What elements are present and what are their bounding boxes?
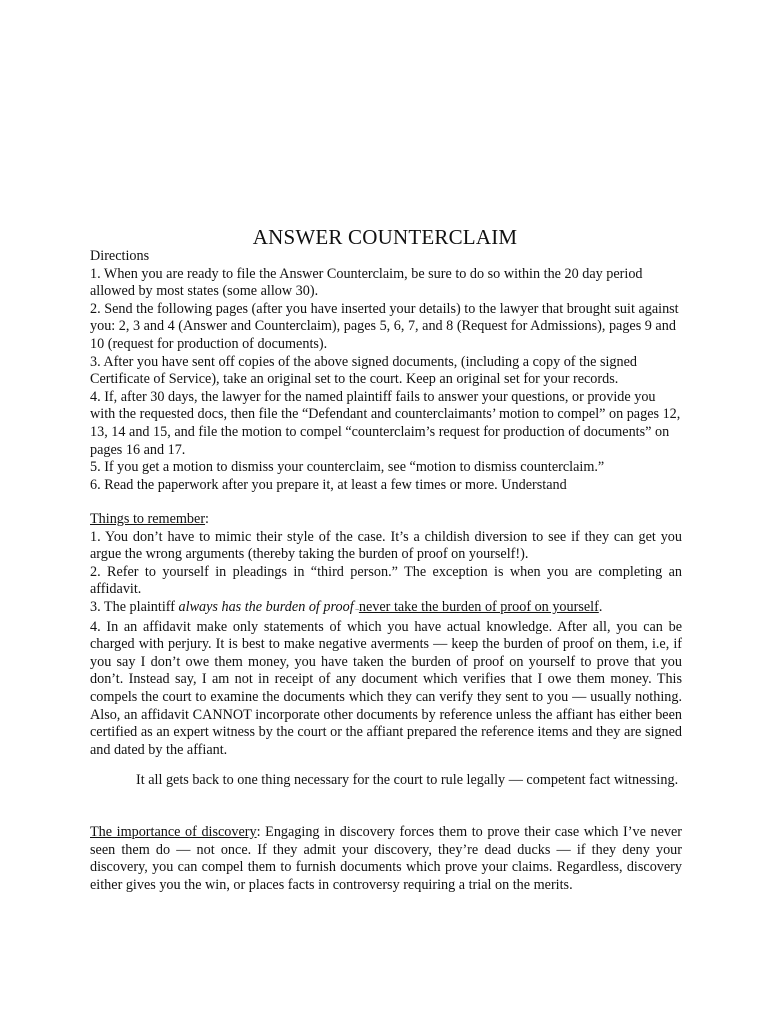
remember-item-3-suffix: . [598, 598, 603, 615]
direction-item-4: 4. If, after 30 days, the lawyer for the named plaintiff fails to answer your questions, or provide you with the requested docs, then file the “Defendant and counterclaimants’ motion to compel” on pages 12, 13, 14 and 15, and file the motion to compel “counterclaim’s request for production of documents” on pages 16 and 17. [90, 388, 681, 458]
direction-item-2: 2. Send the following pages (after you have inserted your details) to the lawyer that brought suit against you: 2, 3 and 4 (Answer and Counterclaim), pages 5, 6, 7, and 8 (Request for Admissions), pages 9 and 10 (request for production of documents). [90, 300, 679, 352]
competent-paragraph: It all gets back to one thing necessary for the court to rule legally — competent fact witnessing. [136, 772, 679, 788]
remember-item-3 [90, 599, 682, 619]
remember-item-4: 4. In an affidavit make only statements of which you have actual knowledge. After all, you can be charged with perjury. It is best to make negative averments — keep the burden of proof on them, i.e, if you say I don’t owe them money, you have taken the burden of proof on yourself to prove that you don’t. Instead say, I am not in receipt of any document which verifies that I owe them money. This compels the court to examine the documents which they can verify they sent to you — usually nothing. Also, an affidavit CANNOT incorporate other documents by reference unless the affiant has either been certified as an expert witness by the court or the affiant prepared the reference items and they are signed and dated by the affiant. [90, 618, 682, 758]
things-heading-line [90, 511, 682, 529]
discovery-heading: The importance of discovery [90, 824, 257, 840]
remember-item-3-italic: always has the burden of proof [178, 598, 354, 615]
discovery-section [90, 824, 682, 894]
competent-paragraph-block [90, 772, 682, 790]
discovery-paragraph [90, 824, 682, 894]
remember-item-1: 1. You don’t have to mimic their style of the case. It’s a childish diversion to see if they can get you argue the wrong arguments (thereby taking the burden of proof on yourself!). [90, 528, 682, 563]
directions-section [90, 248, 682, 494]
discovery-text: : Engaging in discovery forces them to prove their case which I’ve never seen them do — not once. If they admit your discovery, they’re dead ducks — if they deny your discovery, you can compel them to furnish documents which prove your claims. Regardless, discovery either gives you the win, or places facts in controversy requiring a trial on the merits. [90, 824, 682, 893]
things-heading: Things to remember [90, 511, 206, 527]
remember-item-3-prefix: 3. The plaintiff [90, 598, 179, 615]
directions-heading: Directions [90, 248, 150, 264]
things-heading-colon: : [205, 511, 209, 527]
remember-item-3-dash: – [353, 604, 359, 613]
things-to-remember-section [90, 511, 682, 759]
direction-item-3: 3. After you have sent off copies of the above signed documents, (including a copy of the signed Certificate of Service), take an original set to the court. Keep an original set for your records. [90, 353, 638, 388]
remember-item-3-underlined: never take the burden of proof on yourself [358, 598, 599, 615]
direction-item-5: 5. If you get a motion to dismiss your counterclaim, see “motion to dismiss counterclaim.” [90, 459, 605, 476]
direction-item-1: 1. When you are ready to file the Answer Counterclaim, be sure to do so within the 20 day period allowed by most states (some allow 30). [90, 265, 643, 300]
document-title: ANSWER COUNTERCLAIM [252, 225, 518, 249]
direction-item-6: 6. Read the paperwork after you prepare it, at least a few times or more. Understand [90, 476, 567, 493]
remember-item-2: 2. Refer to yourself in pleadings in “third person.” The exception is when you are completing an affidavit. [90, 563, 682, 598]
